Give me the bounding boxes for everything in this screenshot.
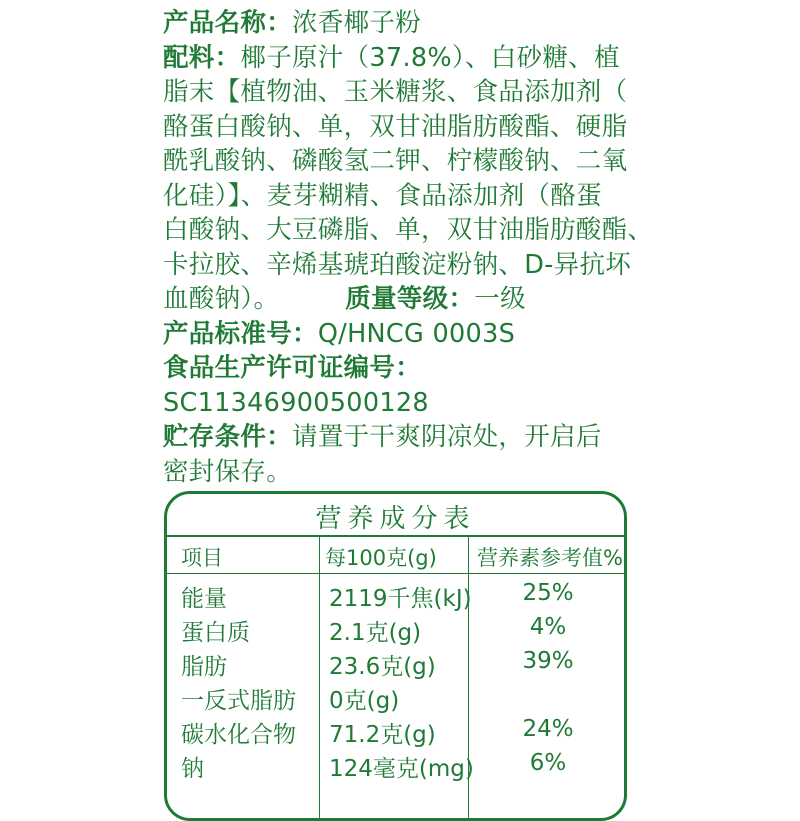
license-key: 食品生产许可证编号：: [163, 353, 422, 383]
product-name-key: 产品名称：: [163, 8, 293, 38]
standard-line: [163, 317, 633, 352]
ingredients-text: 化硅）】、麦芽糊精、食品添加剂（酪蛋: [163, 180, 602, 211]
ingredients-key: 配料：: [163, 42, 241, 73]
ingredients-line: [163, 110, 633, 145]
row-nrv: 39%: [522, 648, 574, 674]
table-column-divider: [319, 537, 320, 818]
ingredients-line: [163, 75, 633, 110]
ingredients-text: 酰乳酸钠、磷酸氢二钾、柠檬酸钠、二氧: [163, 146, 628, 176]
row-per100g: 23.6克(g): [329, 654, 436, 680]
row-item: 一反式脂肪: [181, 688, 296, 714]
ingredients-text: 酪蛋白酸钠、单，双甘油脂肪酸酯、硬脂: [163, 111, 628, 142]
row-nrv: 4%: [529, 614, 567, 640]
standard-key: 产品标准号：: [163, 318, 318, 349]
ingredients-line: [163, 248, 633, 283]
ingredients-line: [163, 179, 633, 214]
row-item: 钠: [181, 756, 204, 782]
ingredients-line: [163, 213, 654, 248]
grade-key: 质量等级：: [345, 284, 475, 314]
grade-value: 一级: [474, 284, 526, 314]
license-value-line: [163, 386, 633, 421]
ingredients-text: 椰子原汁（37.8%）、白砂糖、植: [240, 42, 620, 73]
storage-line: [163, 420, 633, 455]
row-item: 脂肪: [181, 654, 227, 680]
table-divider: [167, 573, 624, 574]
storage-value-cont: 密封保存。: [163, 456, 293, 487]
row-per100g: 2119千焦(kJ): [329, 586, 472, 612]
row-per100g: 2.1克(g): [329, 620, 422, 646]
table-divider: [167, 535, 624, 537]
product-name-value: 浓香椰子粉: [292, 8, 422, 38]
ingredients-text: 血酸钠）。: [163, 284, 280, 314]
header-nrv: 营养素参考值%: [477, 546, 623, 570]
row-item: 蛋白质: [181, 620, 250, 646]
ingredients-line: [163, 41, 633, 76]
product-name-line: [163, 6, 633, 41]
nutrition-table-title: 营养成分表: [315, 504, 476, 534]
row-per100g: 124毫克(mg): [329, 756, 474, 782]
header-per100g: 每100克(g): [325, 546, 437, 570]
storage-line-2: [163, 455, 633, 490]
ingredients-line: [163, 144, 633, 179]
header-item: 项目: [181, 546, 223, 570]
ingredients-text: 卡拉胶、辛烯基琥珀酸淀粉钠、D-异抗坏: [163, 249, 632, 280]
license-value: SC11346900500128: [163, 387, 429, 418]
row-item: 能量: [181, 586, 227, 612]
row-item: 碳水化合物: [181, 722, 296, 748]
storage-key: 贮存条件：: [163, 422, 293, 452]
nutrition-table: [164, 491, 627, 821]
ingredients-text: 脂末【植物油、玉米糖浆、食品添加剂（: [163, 77, 628, 107]
storage-value: 请置于干爽阴凉处，开启后: [292, 422, 602, 452]
row-per100g: 71.2克(g): [329, 722, 436, 748]
row-nrv: 6%: [529, 750, 567, 776]
ingredients-line: [163, 282, 633, 317]
license-line: [163, 351, 633, 386]
product-label: [163, 6, 654, 489]
row-nrv: 25%: [522, 580, 574, 606]
standard-value: Q/HNCG 0003S: [317, 318, 516, 349]
ingredients-text: 白酸钠、大豆磷脂、单，双甘油脂肪酸酯、: [163, 215, 654, 245]
row-per100g: 0克(g): [329, 688, 400, 714]
row-nrv: 24%: [522, 716, 574, 742]
